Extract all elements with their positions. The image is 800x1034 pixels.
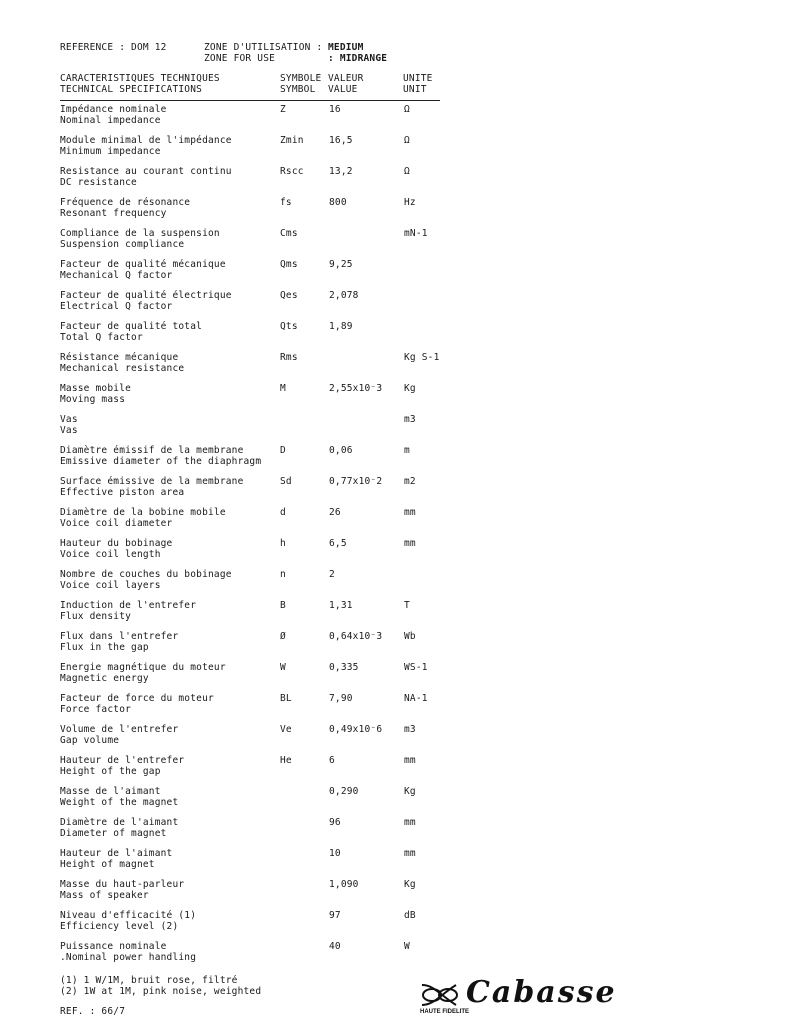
spec-label-en: Emissive diameter of the diaphragm xyxy=(60,456,262,467)
spec-symbol: fs xyxy=(280,197,292,208)
table-row xyxy=(60,383,480,407)
spec-label-en: Suspension compliance xyxy=(60,239,185,250)
table-row xyxy=(60,600,480,624)
spec-value: 6 xyxy=(329,755,335,766)
spec-value: 7,90 xyxy=(329,693,353,704)
spec-symbol: Qts xyxy=(280,321,298,332)
spec-unit: dB xyxy=(404,910,416,921)
spec-label-en: DC resistance xyxy=(60,177,137,188)
spec-unit: mm xyxy=(404,817,416,828)
spec-label-en: Mass of speaker xyxy=(60,890,149,901)
zone-en-label: ZONE FOR USE xyxy=(204,53,276,64)
spec-label-en: Flux in the gap xyxy=(60,642,149,653)
spec-symbol: Ve xyxy=(280,724,292,735)
table-row xyxy=(60,786,480,810)
spec-value: 9,25 xyxy=(329,259,353,270)
column-value-fr: VALEUR xyxy=(328,73,364,84)
logo-tagline: HAUTE FIDELITE xyxy=(420,1009,469,1015)
cabasse-logo xyxy=(418,975,668,1023)
column-value-en: VALUE xyxy=(328,84,358,95)
spec-label-en: Mechanical Q factor xyxy=(60,270,173,281)
spec-unit: W xyxy=(404,941,410,952)
spec-unit: mN-1 xyxy=(404,228,428,239)
spec-unit: WS-1 xyxy=(404,662,428,673)
spec-label-en: Magnetic energy xyxy=(60,673,149,684)
spec-label-en: Vas xyxy=(60,425,78,436)
spec-label-en: Resonant frequency xyxy=(60,208,167,219)
spec-symbol: He xyxy=(280,755,292,766)
spec-label-fr: Masse de l'aimant xyxy=(60,786,161,797)
spec-label-fr: Module minimal de l'impédance xyxy=(60,135,232,146)
spec-symbol: Cms xyxy=(280,228,298,239)
spec-value: 13,2 xyxy=(329,166,353,177)
spec-symbol: B xyxy=(280,600,286,611)
spec-label-en: Efficiency level (2) xyxy=(60,921,179,932)
spec-value: 0,64x10⁻3 xyxy=(329,631,383,642)
table-row xyxy=(60,290,480,314)
spec-value: 26 xyxy=(329,507,341,518)
table-row xyxy=(60,228,480,252)
footnotes xyxy=(60,975,261,997)
spec-label-en: Flux density xyxy=(60,611,132,622)
spec-symbol: Rscc xyxy=(280,166,304,177)
spec-value: 97 xyxy=(329,910,341,921)
spec-symbol: Qes xyxy=(280,290,298,301)
spec-label-en: Effective piston area xyxy=(60,487,185,498)
spec-label-fr: Niveau d'efficacité (1) xyxy=(60,910,197,921)
spec-value: 96 xyxy=(329,817,341,828)
spec-symbol: Qms xyxy=(280,259,298,270)
footnote-2: (2) 1W at 1M, pink noise, weighted xyxy=(60,986,262,997)
spec-unit: Hz xyxy=(404,197,416,208)
column-unit-en: UNIT xyxy=(403,84,427,95)
spec-label-fr: Nombre de couches du bobinage xyxy=(60,569,232,580)
spec-label-fr: Volume de l'entrefer xyxy=(60,724,179,735)
spec-label-fr: Hauteur du bobinage xyxy=(60,538,173,549)
spec-unit: m3 xyxy=(404,414,416,425)
spec-unit: Ω xyxy=(404,135,410,146)
column-unit-fr: UNITE xyxy=(403,73,433,84)
zone-fr-label: ZONE D'UTILISATION : xyxy=(204,42,323,53)
spec-value: 2,55x10⁻3 xyxy=(329,383,383,394)
spec-symbol: W xyxy=(280,662,286,673)
spec-label-en: Diameter of magnet xyxy=(60,828,167,839)
spec-symbol: D xyxy=(280,445,286,456)
spec-unit: Kg xyxy=(404,383,416,394)
spec-label-fr: Facteur de qualité mécanique xyxy=(60,259,226,270)
spec-value: 1,090 xyxy=(329,879,359,890)
spec-symbol: Zmin xyxy=(280,135,304,146)
spec-value: 1,31 xyxy=(329,600,353,611)
spec-unit: m xyxy=(404,445,410,456)
spec-label-en: Force factor xyxy=(60,704,132,715)
spec-unit: Ω xyxy=(404,104,410,115)
spec-label-en: Voice coil length xyxy=(60,549,161,560)
spec-value: 1,89 xyxy=(329,321,353,332)
spec-label-en: Weight of the magnet xyxy=(60,797,179,808)
spec-symbol: n xyxy=(280,569,286,580)
spec-label-en: Voice coil diameter xyxy=(60,518,173,529)
spec-label-en: Height of magnet xyxy=(60,859,155,870)
spec-label-fr: Masse mobile xyxy=(60,383,132,394)
spec-symbol: h xyxy=(280,538,286,549)
table-row xyxy=(60,817,480,841)
spec-label-fr: Résistance mécanique xyxy=(60,352,179,363)
table-row xyxy=(60,848,480,872)
spec-label-fr: Energie magnétique du moteur xyxy=(60,662,226,673)
table-row xyxy=(60,259,480,283)
spec-value: 40 xyxy=(329,941,341,952)
spec-symbol: Rms xyxy=(280,352,298,363)
spec-symbol: BL xyxy=(280,693,292,704)
spec-label-en: Voice coil layers xyxy=(60,580,161,591)
spec-unit: m3 xyxy=(404,724,416,735)
spec-label-en: Moving mass xyxy=(60,394,126,405)
spec-value: 2,078 xyxy=(329,290,359,301)
table-row xyxy=(60,569,480,593)
spec-label-fr: Facteur de qualité total xyxy=(60,321,203,332)
reference-number: REF. : 66/7 xyxy=(60,1006,126,1017)
table-row xyxy=(60,662,480,686)
spec-label-fr: Resistance au courant continu xyxy=(60,166,232,177)
spec-unit: Kg xyxy=(404,786,416,797)
table-row xyxy=(60,135,480,159)
spec-value: 0,77x10⁻2 xyxy=(329,476,383,487)
table-row xyxy=(60,197,480,221)
column-symbol-fr: SYMBOLE xyxy=(280,73,322,84)
footnote-1: (1) 1 W/1M, bruit rose, filtré xyxy=(60,975,238,986)
spec-label-en: .Nominal power handling xyxy=(60,952,197,963)
spec-label-fr: Impédance nominale xyxy=(60,104,167,115)
spec-label-fr: Facteur de force du moteur xyxy=(60,693,214,704)
spec-label-fr: Compliance de la suspension xyxy=(60,228,220,239)
spec-unit: m2 xyxy=(404,476,416,487)
spec-label-en: Height of the gap xyxy=(60,766,161,777)
logo-wordmark: Cabasse xyxy=(466,975,617,1010)
spec-label-fr: Hauteur de l'aimant xyxy=(60,848,173,859)
spec-label-fr: Facteur de qualité électrique xyxy=(60,290,232,301)
table-row xyxy=(60,321,480,345)
spec-unit: Kg S-1 xyxy=(404,352,440,363)
spec-unit: Kg xyxy=(404,879,416,890)
spec-symbol: Sd xyxy=(280,476,292,487)
table-row xyxy=(60,538,480,562)
spec-label-fr: Diamètre de l'aimant xyxy=(60,817,179,828)
spec-unit: mm xyxy=(404,848,416,859)
spec-symbol: Ø xyxy=(280,631,286,642)
table-row xyxy=(60,166,480,190)
spec-label-fr: Diamètre émissif de la membrane xyxy=(60,445,244,456)
table-row xyxy=(60,910,480,934)
column-label-en: TECHNICAL SPECIFICATIONS xyxy=(60,84,203,95)
table-row xyxy=(60,104,480,128)
column-symbol-en: SYMBOL xyxy=(280,84,316,95)
table-row xyxy=(60,352,480,376)
spec-value: 0,49x10⁻6 xyxy=(329,724,383,735)
spec-label-en: Mechanical resistance xyxy=(60,363,185,374)
spec-value: 0,335 xyxy=(329,662,359,673)
header-divider xyxy=(60,100,440,101)
spec-value: 16,5 xyxy=(329,135,353,146)
spec-label-fr: Fréquence de résonance xyxy=(60,197,191,208)
table-row xyxy=(60,507,480,531)
spec-unit: T xyxy=(404,600,410,611)
zone-en-value: : MIDRANGE xyxy=(328,53,388,64)
spec-value: 0,06 xyxy=(329,445,353,456)
cabasse-emblem-icon xyxy=(418,981,464,1009)
table-row xyxy=(60,631,480,655)
spec-label-en: Electrical Q factor xyxy=(60,301,173,312)
spec-label-fr: Surface émissive de la membrane xyxy=(60,476,244,487)
table-row xyxy=(60,414,480,438)
table-row xyxy=(60,445,480,469)
zone-fr-value: MEDIUM xyxy=(328,42,364,53)
spec-label-en: Gap volume xyxy=(60,735,120,746)
table-row xyxy=(60,879,480,903)
table-row xyxy=(60,724,480,748)
spec-unit: NA-1 xyxy=(404,693,428,704)
spec-value: 16 xyxy=(329,104,341,115)
spec-unit: mm xyxy=(404,755,416,766)
spec-symbol: d xyxy=(280,507,286,518)
reference-label: REFERENCE : DOM 12 xyxy=(60,42,167,53)
spec-unit: mm xyxy=(404,507,416,518)
table-row xyxy=(60,693,480,717)
spec-value: 6,5 xyxy=(329,538,347,549)
spec-label-fr: Puissance nominale xyxy=(60,941,167,952)
column-headers xyxy=(60,73,440,97)
spec-value: 10 xyxy=(329,848,341,859)
spec-label-fr: Diamètre de la bobine mobile xyxy=(60,507,226,518)
spec-label-fr: Induction de l'entrefer xyxy=(60,600,197,611)
table-row xyxy=(60,941,480,965)
spec-label-fr: Vas xyxy=(60,414,78,425)
spec-label-en: Nominal impedance xyxy=(60,115,161,126)
spec-unit: Ω xyxy=(404,166,410,177)
spec-label-fr: Flux dans l'entrefer xyxy=(60,631,179,642)
spec-unit: Wb xyxy=(404,631,416,642)
spec-label-en: Total Q factor xyxy=(60,332,143,343)
spec-value: 800 xyxy=(329,197,347,208)
column-label-fr: CARACTERISTIQUES TECHNIQUES xyxy=(60,73,220,84)
spec-value: 2 xyxy=(329,569,335,580)
spec-value: 0,290 xyxy=(329,786,359,797)
spec-unit: mm xyxy=(404,538,416,549)
spec-label-fr: Masse du haut-parleur xyxy=(60,879,185,890)
spec-label-fr: Hauteur de l'entrefer xyxy=(60,755,185,766)
table-row xyxy=(60,755,480,779)
table-row xyxy=(60,476,480,500)
spec-symbol: Z xyxy=(280,104,286,115)
spec-symbol: M xyxy=(280,383,286,394)
spec-label-en: Minimum impedance xyxy=(60,146,161,157)
